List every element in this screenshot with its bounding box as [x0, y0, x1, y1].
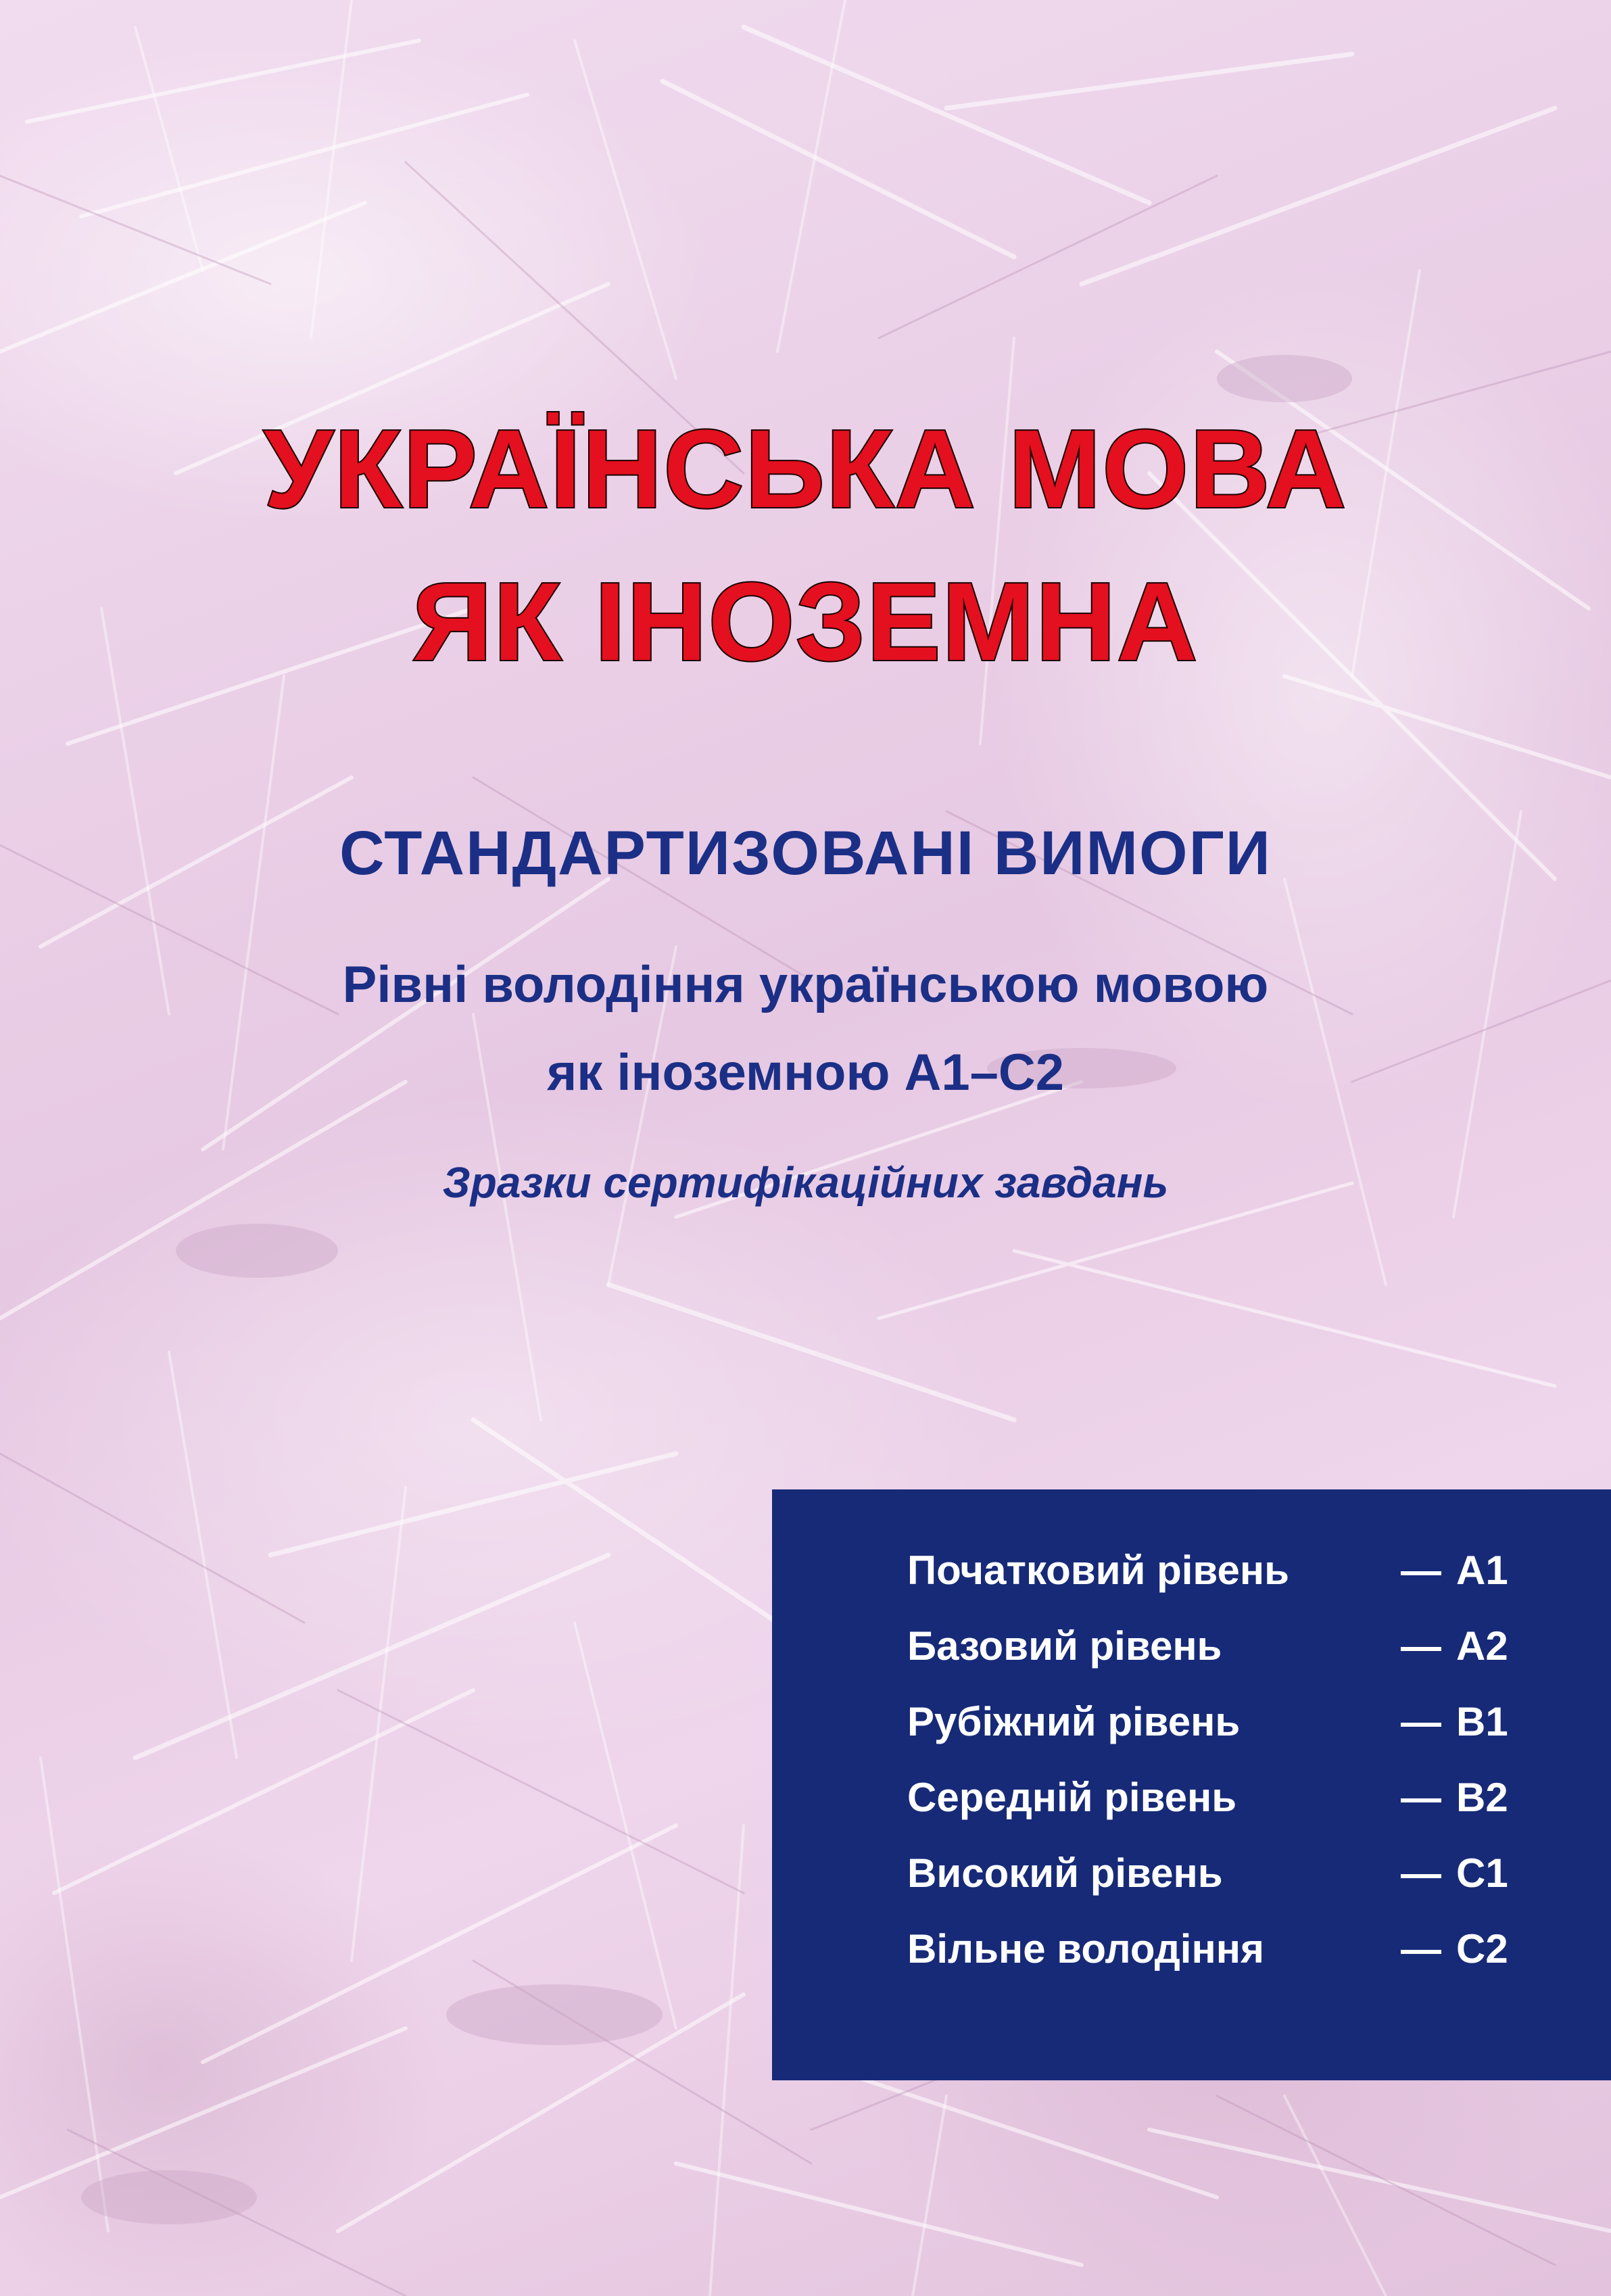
book-note: Зразки сертифікаційних завдань: [442, 1158, 1169, 1207]
level-code: А2: [1456, 1623, 1508, 1669]
book-title-line-2: ЯК ІНОЗЕМНА: [412, 560, 1199, 684]
level-code: В1: [1456, 1699, 1508, 1744]
level-row-a2: [772, 1612, 1611, 1680]
level-name: Високий рівень: [907, 1850, 1223, 1896]
level-name: Рубіжний рівень: [907, 1699, 1241, 1744]
level-code: В2: [1456, 1775, 1508, 1820]
proficiency-levels-box: [772, 1489, 1611, 2080]
book-description-line-1: Рівні володіння українською мовою: [342, 956, 1269, 1013]
level-row-b1: [772, 1688, 1611, 1756]
level-row-a1: [772, 1537, 1611, 1604]
level-dash: —: [1401, 1850, 1441, 1896]
level-name: Вільне володіння: [907, 1926, 1264, 1971]
level-dash: —: [1401, 1548, 1441, 1593]
level-row-c1: [772, 1840, 1611, 1907]
level-code: С2: [1456, 1926, 1508, 1971]
level-code: С1: [1456, 1850, 1508, 1896]
level-dash: —: [1401, 1926, 1441, 1971]
level-name: Базовий рівень: [907, 1623, 1222, 1669]
book-title-line-1: УКРАЇНСЬКА МОВА: [264, 407, 1347, 531]
level-name: Початковий рівень: [907, 1548, 1289, 1593]
level-row-c2: [772, 1915, 1611, 1983]
level-row-b2: [772, 1764, 1611, 1832]
level-dash: —: [1401, 1699, 1441, 1744]
level-name: Середній рівень: [907, 1775, 1237, 1820]
level-dash: —: [1401, 1775, 1441, 1820]
level-dash: —: [1401, 1623, 1441, 1669]
book-description-line-2: як іноземною А1–С2: [546, 1044, 1065, 1101]
book-subtitle: СТАНДАРТИЗОВАНІ ВИМОГИ: [339, 819, 1272, 888]
level-code: А1: [1456, 1548, 1508, 1593]
